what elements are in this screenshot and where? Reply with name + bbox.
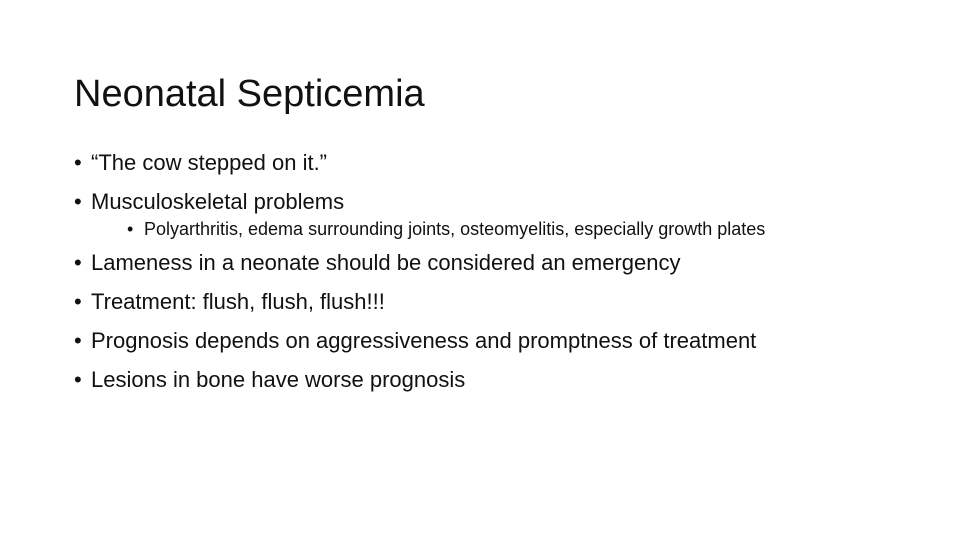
bullet-item	[74, 148, 834, 178]
bullet-item	[74, 248, 834, 278]
bullet-item	[74, 187, 834, 242]
bullet-text: Lesions in bone have worse prognosis	[91, 367, 466, 392]
bullet-item	[74, 365, 834, 395]
sub-bullet-item	[127, 217, 834, 242]
bullet-text: Prognosis depends on aggressiveness and promptness of treatment	[91, 328, 757, 353]
slide-title: Neonatal Septicemia	[74, 73, 425, 115]
bullet-text: Treatment: flush, flush, flush!!!	[91, 289, 385, 314]
sub-bullet-list	[91, 217, 834, 242]
bullet-item	[74, 287, 834, 317]
bullet-text: Musculoskeletal problems	[91, 189, 345, 214]
bullet-item	[74, 326, 834, 356]
bullet-list	[74, 148, 834, 404]
sub-bullet-text: Polyarthritis, edema surrounding joints, osteomyelitis, especially growth plates	[144, 219, 766, 239]
bullet-text: Lameness in a neonate should be considered an emergency	[91, 250, 681, 275]
bullet-text: “The cow stepped on it.”	[91, 150, 328, 175]
